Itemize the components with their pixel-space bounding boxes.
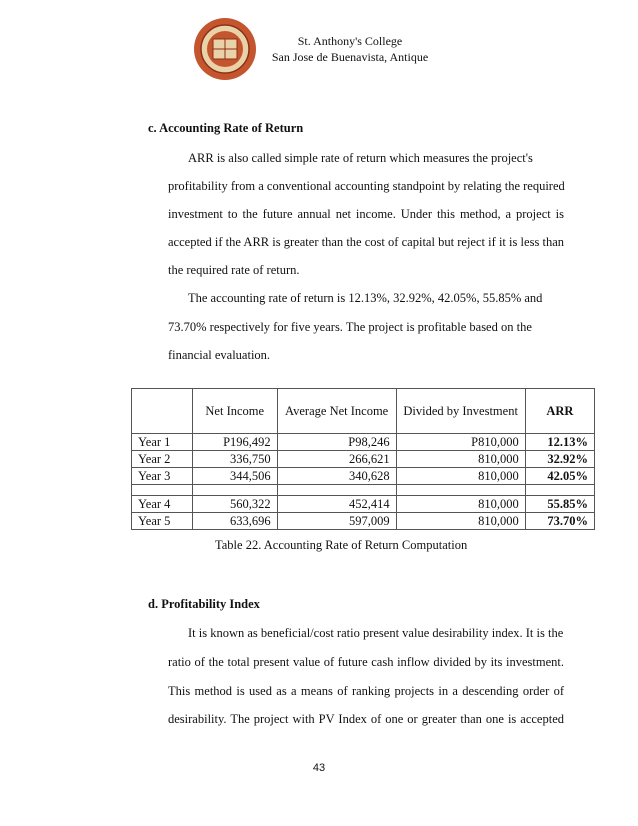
paragraph-line: ratio of the total present value of future cash inflow divided by its investment. — [168, 655, 564, 669]
avg-net-income-cell: 266,621 — [277, 451, 396, 468]
arr-cell: 12.13% — [525, 434, 594, 451]
investment-cell: 810,000 — [396, 468, 525, 485]
arr-table — [131, 388, 595, 530]
paragraph-line: profitability from a conventional accounting standpoint by relating the required — [168, 179, 565, 193]
college-address: San Jose de Buenavista, Antique — [271, 50, 429, 64]
arr-cell: 42.05% — [525, 468, 594, 485]
section-c-heading: c. Accounting Rate of Return — [148, 121, 304, 135]
table-row — [132, 468, 595, 485]
table-row — [132, 513, 595, 530]
avg-net-income-cell: P98,246 — [277, 434, 396, 451]
investment-cell: 810,000 — [396, 513, 525, 530]
net-income-cell: P196,492 — [192, 434, 277, 451]
page-number: 43 — [312, 762, 326, 774]
net-income-cell: 344,506 — [192, 468, 277, 485]
paragraph-line: It is known as beneficial/cost ratio present value desirability index. It is the — [188, 626, 564, 640]
paragraph-line: This method is used as a means of ranking projects in a descending order of — [168, 684, 564, 698]
avg-net-income-cell: 452,414 — [277, 496, 396, 513]
table-row — [132, 496, 595, 513]
table-caption: Table 22. Accounting Rate of Return Computation — [215, 538, 468, 552]
paragraph-line: accepted if the ARR is greater than the cost of capital but reject if it is less than — [168, 235, 564, 249]
year-cell: Year 2 — [132, 451, 193, 468]
year-cell: Year 1 — [132, 434, 193, 451]
avg-net-income-cell: 340,628 — [277, 468, 396, 485]
investment-cell: 810,000 — [396, 496, 525, 513]
header-cell: Net Income — [192, 389, 277, 434]
paragraph-line: the required rate of return. — [168, 263, 300, 277]
college-seal-logo — [193, 17, 257, 81]
net-income-cell: 560,322 — [192, 496, 277, 513]
paragraph-line: 73.70% respectively for five years. The project is profitable based on the — [168, 320, 532, 334]
header-cell: Divided by Investment — [396, 389, 525, 434]
paragraph-line: ARR is also called simple rate of return which measures the project's — [188, 151, 533, 165]
table-spacer-row — [132, 485, 595, 496]
net-income-cell: 336,750 — [192, 451, 277, 468]
header-cell — [132, 389, 193, 434]
table-row — [132, 451, 595, 468]
avg-net-income-cell: 597,009 — [277, 513, 396, 530]
table-row — [132, 434, 595, 451]
arr-cell: 32.92% — [525, 451, 594, 468]
header-cell: ARR — [525, 389, 594, 434]
investment-cell: 810,000 — [396, 451, 525, 468]
paragraph-line: financial evaluation. — [168, 348, 271, 362]
paragraph-line: desirability. The project with PV Index of one or greater than one is accepted — [168, 712, 564, 726]
investment-cell: P810,000 — [396, 434, 525, 451]
college-name: St. Anthony's College — [297, 34, 403, 48]
year-cell: Year 5 — [132, 513, 193, 530]
paragraph-line: investment to the future annual net income. Under this method, a project is — [168, 207, 564, 221]
table-header-row — [132, 389, 595, 434]
paragraph-line: The accounting rate of return is 12.13%, 32.92%, 42.05%, 55.85% and — [188, 291, 543, 305]
arr-cell: 73.70% — [525, 513, 594, 530]
year-cell: Year 4 — [132, 496, 193, 513]
page-header — [250, 33, 450, 65]
year-cell: Year 3 — [132, 468, 193, 485]
header-cell: Average Net Income — [277, 389, 396, 434]
net-income-cell: 633,696 — [192, 513, 277, 530]
arr-cell: 55.85% — [525, 496, 594, 513]
section-d-heading: d. Profitability Index — [148, 597, 260, 611]
